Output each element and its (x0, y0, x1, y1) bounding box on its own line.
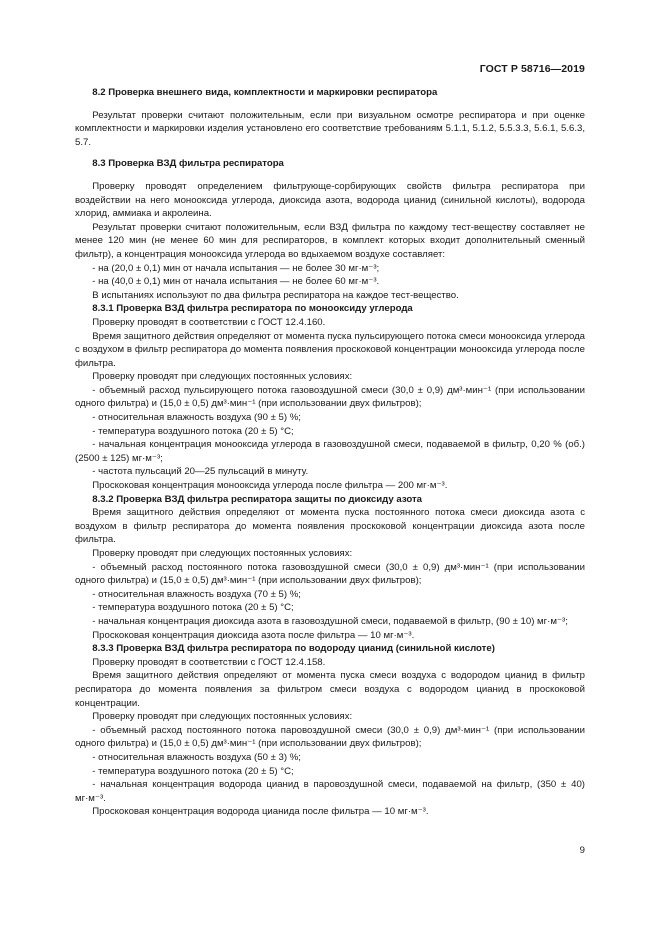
paragraph: Время защитного действия определяют от момента пуска постоянного потока смеси диоксида азота с воздухом в фильтр респиратора до момента появления проскоковой концентрации диоксида азота после фильтра. (75, 507, 585, 546)
list-item: - объемный расход постоянного потока паровоздушной смеси (30,0 ± 0,9) дм³·мин⁻¹ (при использовании одного фильтра) и (15,0 ± 0,5) дм³·мин⁻¹ (при использовании двух фильтров); (75, 724, 585, 750)
list-item: - температура воздушного потока (20 ± 5) °С; (92, 602, 294, 614)
paragraph: Проверку проводят при следующих постоянных условиях: (92, 548, 353, 559)
paragraph: Время защитного действия определяют от момента пуска смеси воздуха с водородом цианид в фильтр респиратора до момента появления за фильтром смеси воздуха с водородом цианид в проскоковой концентрации. (75, 670, 585, 709)
page-number: 9 (579, 845, 585, 856)
paragraph: Проскоковая концентрация монооксида углерода после фильтра — 200 мг·м⁻³. (92, 480, 448, 492)
section-heading: 8.3 Проверка ВЗД фильтра респиратора (92, 158, 284, 170)
paragraph: Проверку проводят в соответствии с ГОСТ 12.4.158. (92, 656, 326, 668)
list-item: - температура воздушного потока (20 ± 5) °С; (92, 425, 294, 437)
list-item: - относительная влажность воздуха (50 ± 3) %; (92, 751, 301, 763)
list-item: - на (20,0 ± 0,1) мин от начала испытания — не более 30 мг·м⁻³; (92, 262, 380, 274)
paragraph: Проскоковая концентрация водорода цианида после фильтра — 10 мг·м⁻³. (92, 806, 429, 818)
list-item: - начальная концентрация монооксида углерода в газовоздушной смеси, подаваемой в фильтр, 0,20 % (об.) (2500 ± 125) мг·м⁻³; (75, 439, 585, 464)
document-id-header: ГОСТ Р 58716—2019 (479, 63, 585, 75)
paragraph: Результат проверки считают положительным, если при визуальном осмотре респиратора и при оценке комплектности и маркировки изделия установлено его соответствие требованиям 5.1.1, 5.1.2, 5.5.3.3, 5.6.1, 5.6.3, 5.7. (75, 109, 585, 148)
list-item: - объемный расход пульсирующего потока газовоздушной смеси (30,0 ± 0,9) дм³·мин⁻¹ (при использовании одного фильтра) и (15,0 ± 0,5) дм³·мин⁻¹ (при использовании двух фильтров); (75, 384, 585, 410)
list-item: - на (40,0 ± 0,1) мин от начала испытания — не более 60 мг·м⁻³. (92, 276, 380, 288)
list-item: - частота пульсаций 20—25 пульсаций в минуту. (92, 466, 309, 478)
list-item: - начальная концентрация диоксида азота в газовоздушной смеси, подаваемой в фильтр, (90 ± 10) мг·м⁻³; (92, 615, 568, 627)
list-item: - объемный расход постоянного потока газовоздушной смеси (30,0 ± 0,9) дм³·мин⁻¹ (при использовании одного фильтра) и (15,0 ± 0,5) дм³·мин⁻¹ (при использовании двух фильтров); (75, 561, 585, 587)
list-item: - температура воздушного потока (20 ± 5) °С; (92, 765, 294, 777)
subsection-heading: 8.3.3 Проверка ВЗД фильтра респиратора по водороду цианид (синильной кислоте) (92, 643, 495, 655)
paragraph: Время защитного действия определяют от момента пуска пульсирующего потока смеси монооксида углерода с воздухом в фильтр респиратора до момента появления проскоковой концентрации монооксида углерода после фильтра. (75, 330, 585, 369)
paragraph: Проверку проводят при следующих постоянных условиях: (92, 711, 353, 723)
paragraph: Проверку проводят в соответствии с ГОСТ 12.4.160. (92, 316, 326, 328)
list-item: - относительная влажность воздуха (90 ± 5) %; (92, 412, 301, 424)
subsection-heading: 8.3.2 Проверка ВЗД фильтра респиратора защиты по диоксиду азота (92, 493, 423, 505)
document-body (75, 86, 585, 819)
list-item: - начальная концентрация водорода цианид в паровоздушной смеси, подаваемой на фильтр, (350 ± 40) мг·м⁻³. (75, 779, 585, 804)
paragraph: Проверку проводят определением фильтрующе-сорбирующих свойств фильтра респиратора при воздействии на него монооксида углерода, диоксида азота, водорода цианид (синильной кислоты), водорода хлорид, аммиака и акролеина. (75, 180, 585, 220)
paragraph: Проверку проводят при следующих постоянных условиях: (92, 371, 353, 383)
subsection-heading: 8.3.1 Проверка ВЗД фильтра респиратора по монооксиду углерода (92, 303, 413, 315)
paragraph: В испытаниях используют по два фильтра респиратора на каждое тест-вещество. (92, 289, 459, 301)
paragraph: Проскоковая концентрация диоксида азота после фильтра — 10 мг·м⁻³. (92, 629, 415, 641)
list-item: - относительная влажность воздуха (70 ± 5) %; (92, 588, 301, 600)
section-heading: 8.2 Проверка внешнего вида, комплектности и маркировки респиратора (92, 87, 438, 98)
paragraph: Результат проверки считают положительным, если ВЗД фильтра по каждому тест-веществу составляет не менее 120 мин (не менее 60 мин для респираторов, в комплект которых входит дополнительный сменный фильтр), а концентрация монооксида углерода во вдыхаемом воздухе составляет: (75, 221, 585, 260)
